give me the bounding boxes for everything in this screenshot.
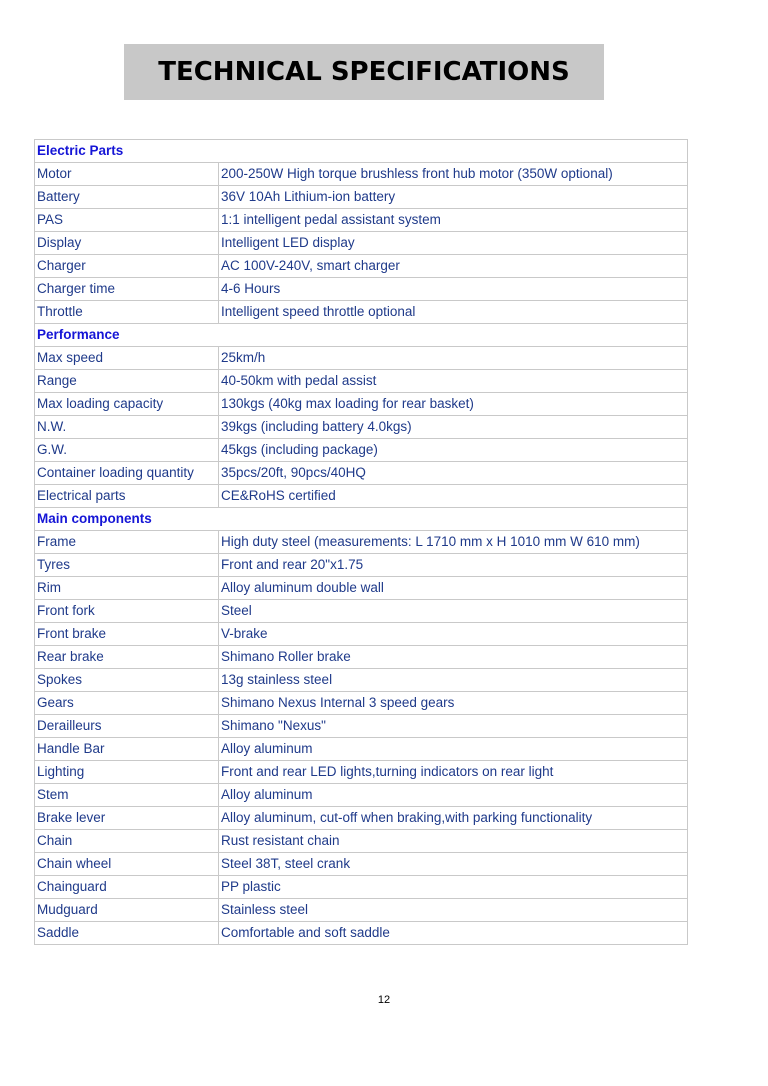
table-row: [35, 669, 688, 692]
table-row: [35, 485, 688, 508]
table-row: [35, 623, 688, 646]
table-row: [35, 416, 688, 439]
table-row: [35, 347, 688, 370]
section-header-row: [35, 508, 688, 531]
table-row: [35, 462, 688, 485]
spec-value: Alloy aluminum double wall: [219, 577, 688, 600]
spec-value: Comfortable and soft saddle: [219, 922, 688, 945]
spec-label: Battery: [35, 186, 219, 209]
spec-label: Handle Bar: [35, 738, 219, 761]
spec-value: 13g stainless steel: [219, 669, 688, 692]
section-heading: Main components: [35, 508, 688, 531]
table-row: [35, 393, 688, 416]
table-row: [35, 715, 688, 738]
table-row: [35, 876, 688, 899]
spec-value: PP plastic: [219, 876, 688, 899]
spec-table: [34, 139, 688, 945]
table-row: [35, 853, 688, 876]
spec-value: Stainless steel: [219, 899, 688, 922]
table-row: [35, 232, 688, 255]
spec-label: Container loading quantity: [35, 462, 219, 485]
spec-value: Intelligent speed throttle optional: [219, 301, 688, 324]
spec-value: 39kgs (including battery 4.0kgs): [219, 416, 688, 439]
section-header-row: [35, 324, 688, 347]
spec-label: Electrical parts: [35, 485, 219, 508]
spec-label: Frame: [35, 531, 219, 554]
spec-label: Tyres: [35, 554, 219, 577]
table-row: [35, 370, 688, 393]
spec-value: Front and rear LED lights,turning indicators on rear light: [219, 761, 688, 784]
spec-label: Max speed: [35, 347, 219, 370]
spec-label: PAS: [35, 209, 219, 232]
spec-value: Steel: [219, 600, 688, 623]
spec-value: 1:1 intelligent pedal assistant system: [219, 209, 688, 232]
section-heading: Performance: [35, 324, 688, 347]
spec-value: 130kgs (40kg max loading for rear basket): [219, 393, 688, 416]
spec-value: 25km/h: [219, 347, 688, 370]
spec-value: 200-250W High torque brushless front hub motor (350W optional): [219, 163, 688, 186]
spec-label: Spokes: [35, 669, 219, 692]
spec-label: Chain wheel: [35, 853, 219, 876]
spec-value: Alloy aluminum: [219, 784, 688, 807]
spec-value: V-brake: [219, 623, 688, 646]
spec-label: Mudguard: [35, 899, 219, 922]
spec-value: Front and rear 20"x1.75: [219, 554, 688, 577]
spec-value: 4-6 Hours: [219, 278, 688, 301]
spec-value: 36V 10Ah Lithium-ion battery: [219, 186, 688, 209]
spec-value: CE&RoHS certified: [219, 485, 688, 508]
spec-value: Shimano Roller brake: [219, 646, 688, 669]
spec-value: 40-50km with pedal assist: [219, 370, 688, 393]
spec-label: Display: [35, 232, 219, 255]
table-row: [35, 554, 688, 577]
spec-label: Throttle: [35, 301, 219, 324]
spec-label: G.W.: [35, 439, 219, 462]
spec-label: Motor: [35, 163, 219, 186]
table-row: [35, 163, 688, 186]
spec-label: N.W.: [35, 416, 219, 439]
spec-label: Gears: [35, 692, 219, 715]
table-row: [35, 830, 688, 853]
section-heading: Electric Parts: [35, 140, 688, 163]
spec-table-body: [35, 140, 688, 945]
table-row: [35, 577, 688, 600]
spec-value: Shimano "Nexus": [219, 715, 688, 738]
page-title: TECHNICAL SPECIFICATIONS: [158, 57, 570, 87]
table-row: [35, 301, 688, 324]
spec-label: Derailleurs: [35, 715, 219, 738]
table-row: [35, 600, 688, 623]
table-row: [35, 761, 688, 784]
spec-value: Rust resistant chain: [219, 830, 688, 853]
spec-label: Front brake: [35, 623, 219, 646]
table-row: [35, 692, 688, 715]
table-row: [35, 738, 688, 761]
spec-label: Rear brake: [35, 646, 219, 669]
table-row: [35, 209, 688, 232]
spec-value: Alloy aluminum, cut-off when braking,with parking functionality: [219, 807, 688, 830]
table-row: [35, 922, 688, 945]
spec-label: Range: [35, 370, 219, 393]
spec-label: Charger: [35, 255, 219, 278]
spec-label: Max loading capacity: [35, 393, 219, 416]
table-row: [35, 186, 688, 209]
spec-label: Charger time: [35, 278, 219, 301]
spec-label: Saddle: [35, 922, 219, 945]
table-row: [35, 531, 688, 554]
spec-label: Chain: [35, 830, 219, 853]
page-number: 12: [377, 994, 391, 1006]
table-row: [35, 807, 688, 830]
table-row: [35, 646, 688, 669]
spec-label: Chainguard: [35, 876, 219, 899]
table-row: [35, 439, 688, 462]
table-row: [35, 899, 688, 922]
spec-label: Stem: [35, 784, 219, 807]
spec-value: Intelligent LED display: [219, 232, 688, 255]
section-header-row: [35, 140, 688, 163]
spec-value: High duty steel (measurements: L 1710 mm x H 1010 mm W 610 mm): [219, 531, 688, 554]
table-row: [35, 784, 688, 807]
spec-label: Lighting: [35, 761, 219, 784]
spec-label: Rim: [35, 577, 219, 600]
spec-value: AC 100V-240V, smart charger: [219, 255, 688, 278]
spec-value: Shimano Nexus Internal 3 speed gears: [219, 692, 688, 715]
spec-label: Brake lever: [35, 807, 219, 830]
spec-label: Front fork: [35, 600, 219, 623]
spec-value: Alloy aluminum: [219, 738, 688, 761]
title-banner: [124, 44, 604, 100]
spec-value: 35pcs/20ft, 90pcs/40HQ: [219, 462, 688, 485]
table-row: [35, 278, 688, 301]
spec-value: Steel 38T, steel crank: [219, 853, 688, 876]
table-row: [35, 255, 688, 278]
spec-value: 45kgs (including package): [219, 439, 688, 462]
